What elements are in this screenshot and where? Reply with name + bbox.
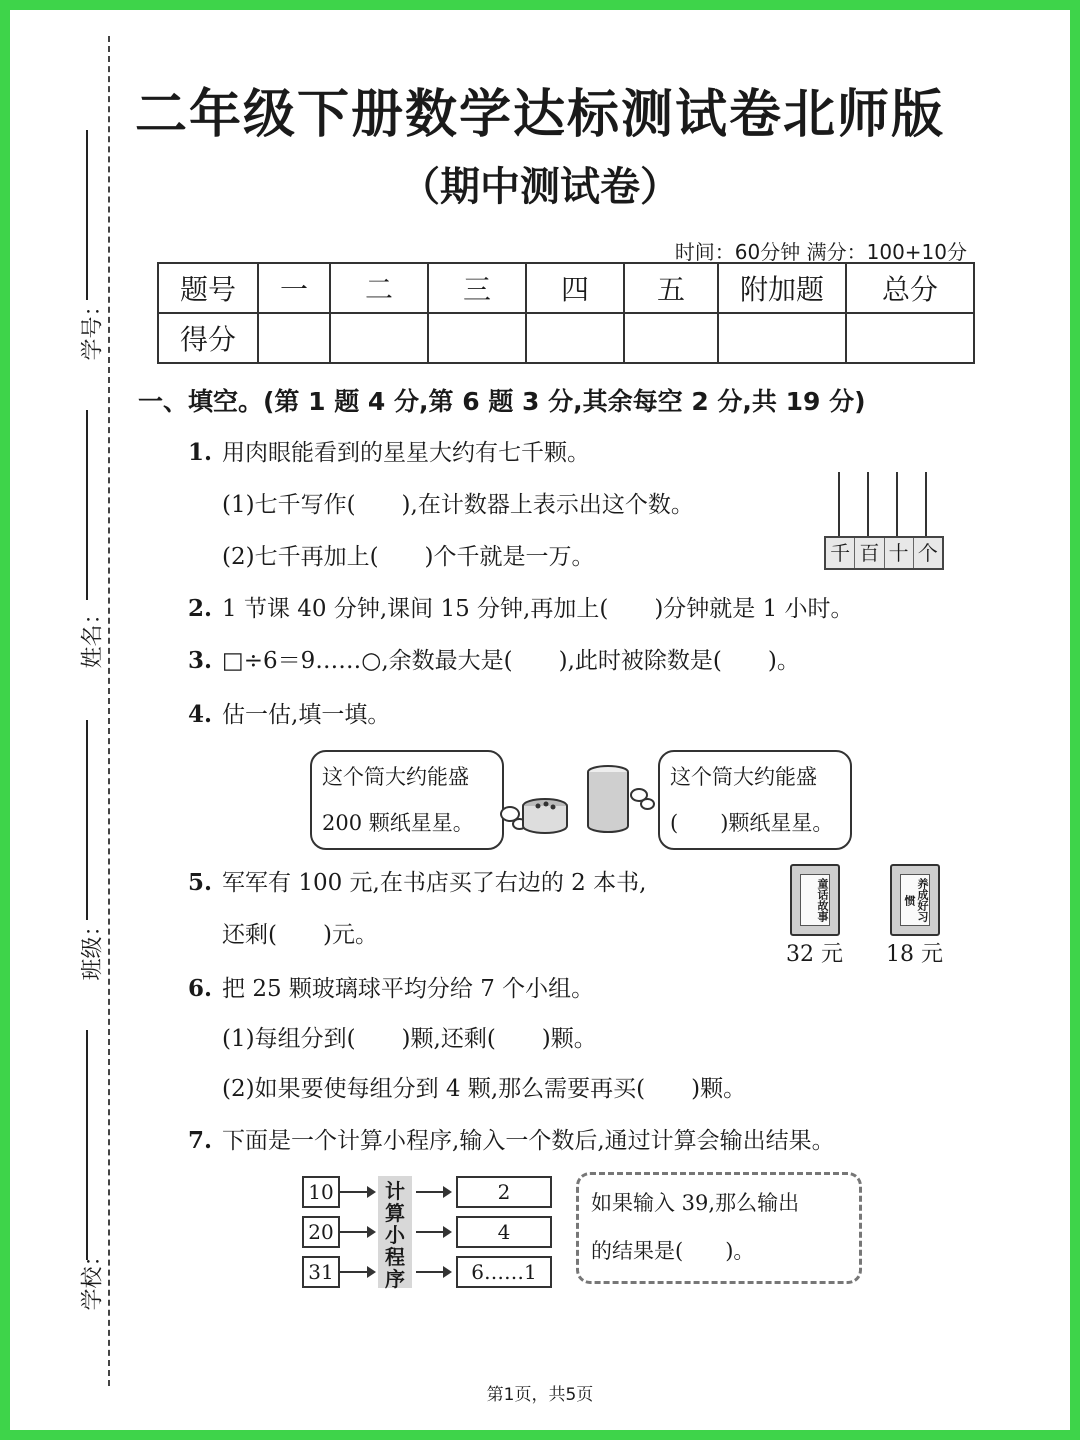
- abacus-rod: [896, 472, 898, 536]
- school-blank: [86, 1030, 88, 1260]
- question-text: 估一估,填一填。: [222, 702, 391, 728]
- abacus-label-thousands: 千: [826, 538, 855, 568]
- student-no-label: 学号：: [80, 294, 106, 361]
- question-number: 2.: [188, 595, 213, 622]
- score-table: [157, 262, 975, 364]
- header-cell: 一: [258, 263, 330, 313]
- question-1: [188, 434, 590, 467]
- binding-dashed-line: [108, 36, 110, 1386]
- question-number: 1.: [188, 439, 213, 466]
- question-number: 7.: [188, 1127, 213, 1154]
- header-cell: 题号: [158, 263, 258, 313]
- score-cell[interactable]: [258, 313, 330, 363]
- bubble-line: 200 颗纸星星。: [322, 811, 474, 835]
- abacus-rod: [867, 472, 869, 536]
- program-input: 31: [302, 1256, 340, 1288]
- question-number: 3.: [188, 647, 213, 674]
- arrow-icon: [416, 1271, 450, 1273]
- score-cell[interactable]: [718, 313, 846, 363]
- program-output: 6……1: [456, 1256, 552, 1288]
- time-info: 时间：60分钟 满分：100+10分: [674, 240, 967, 264]
- question-text: 下面是一个计算小程序,输入一个数后,通过计算会输出结果。: [222, 1128, 835, 1154]
- arrow-icon: [416, 1191, 450, 1193]
- program-output: 4: [456, 1216, 552, 1248]
- page-title: 二年级下册数学达标测试卷北师版: [134, 85, 945, 145]
- bubble-line: 这个筒大约能盛: [322, 765, 469, 789]
- header-cell: 三: [428, 263, 526, 313]
- arrow-icon: [340, 1191, 374, 1193]
- question-6: [188, 970, 594, 1003]
- header-cell: 总分: [846, 263, 974, 313]
- score-cell[interactable]: [526, 313, 624, 363]
- score-table-score-row: [158, 313, 974, 363]
- thought-dot: [640, 798, 655, 810]
- question-2[interactable]: [188, 590, 854, 623]
- question-7-note[interactable]: [576, 1172, 862, 1284]
- name-label: 姓名：: [80, 602, 106, 669]
- book-title: 养成好习惯: [900, 874, 930, 926]
- name-blank: [86, 410, 88, 600]
- question-text: 把 25 颗玻璃球平均分给 7 个小组。: [222, 976, 595, 1002]
- question-text: 1 节课 40 分钟,课间 15 分钟,再加上( )分钟就是 1 小时。: [222, 596, 854, 622]
- book-good-habits-icon: [890, 864, 940, 936]
- page-subtitle: （期中测试卷）: [400, 164, 680, 210]
- program-input: 20: [302, 1216, 340, 1248]
- question-3[interactable]: [188, 642, 800, 675]
- question-number: 6.: [188, 975, 213, 1002]
- question-number: 5.: [188, 869, 213, 896]
- short-tube-icon: [520, 796, 570, 836]
- header-cell: 二: [330, 263, 428, 313]
- score-cell[interactable]: [846, 313, 974, 363]
- arrow-icon: [340, 1271, 374, 1273]
- book-2-price: 18 元: [886, 942, 943, 967]
- header-cell: 四: [526, 263, 624, 313]
- class-label: 班级：: [80, 914, 106, 981]
- book-1-price: 32 元: [786, 942, 843, 967]
- note-line: 的结果是( )。: [591, 1239, 755, 1263]
- header-cell: 五: [624, 263, 718, 313]
- abacus-label-tens: 十: [885, 538, 914, 568]
- class-blank: [86, 720, 88, 920]
- abacus-counter[interactable]: [824, 472, 942, 568]
- bubble-line: 这个筒大约能盛: [670, 765, 817, 789]
- score-cell[interactable]: [330, 313, 428, 363]
- abacus-rod: [925, 472, 927, 536]
- speech-bubble-right[interactable]: [658, 750, 852, 850]
- score-table-header-row: [158, 263, 974, 313]
- arrow-icon: [416, 1231, 450, 1233]
- book-fairy-tales-icon: [790, 864, 840, 936]
- speech-bubble-left: [310, 750, 504, 850]
- question-5: [188, 864, 646, 897]
- book-title: 童话故事: [800, 874, 830, 926]
- question-number: 4.: [188, 701, 213, 728]
- note-line: 如果输入 39,那么输出: [591, 1191, 800, 1215]
- score-cell[interactable]: [624, 313, 718, 363]
- school-label: 学校：: [80, 1244, 106, 1311]
- abacus-rod: [838, 472, 840, 536]
- abacus-label-ones: 个: [917, 541, 938, 565]
- row-label-cell: 得分: [158, 313, 258, 363]
- question-text: 军军有 100 元,在书店买了右边的 2 本书,: [222, 870, 647, 896]
- question-text: 用肉眼能看到的星星大约有七千颗。: [222, 440, 591, 466]
- page-footer: 第1页，共5页: [486, 1385, 594, 1405]
- question-7: [188, 1122, 835, 1155]
- program-input: 10: [302, 1176, 340, 1208]
- question-6-sub-1[interactable]: (1)每组分到( )颗,还剩( )颗。: [222, 1026, 597, 1052]
- calculation-program-box: 计算小程序: [378, 1176, 412, 1288]
- bubble-line: ( )颗纸星星。: [670, 811, 834, 835]
- question-5-line-2[interactable]: 还剩( )元。: [222, 922, 378, 948]
- tall-tube-icon: [585, 764, 631, 836]
- header-cell: 附加题: [718, 263, 846, 313]
- program-output: 2: [456, 1176, 552, 1208]
- question-1-sub-1[interactable]: (1)七千写作( ),在计数器上表示出这个数。: [222, 492, 694, 518]
- question-1-sub-2[interactable]: (2)七千再加上( )个千就是一万。: [222, 544, 595, 570]
- abacus-label-hundreds: 百: [855, 538, 884, 568]
- question-4: [188, 696, 390, 729]
- question-6-sub-2[interactable]: (2)如果要使每组分到 4 颗,那么需要再买( )颗。: [222, 1076, 747, 1102]
- arrow-icon: [340, 1231, 374, 1233]
- section-1-heading: 一、填空。(第 1 题 4 分,第 6 题 3 分,其余每空 2 分,共 19 分): [138, 387, 866, 416]
- question-text: □÷6＝9……○,余数最大是( ),此时被除数是( )。: [222, 648, 800, 674]
- score-cell[interactable]: [428, 313, 526, 363]
- abacus-base: [824, 536, 944, 570]
